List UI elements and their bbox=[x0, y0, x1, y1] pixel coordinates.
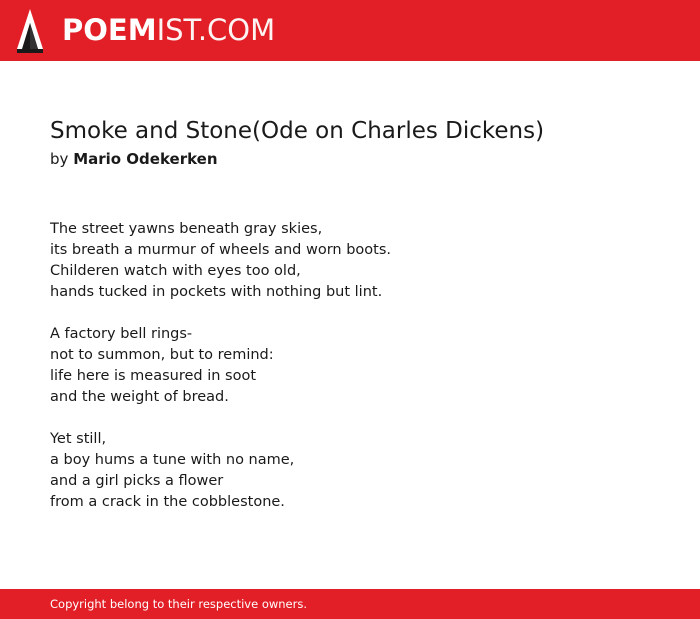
site-logo[interactable] bbox=[62, 13, 275, 47]
poem-line: from a crack in the cobblestone. bbox=[50, 494, 285, 510]
poem-author[interactable]: Mario Odekerken bbox=[73, 150, 218, 168]
site-header bbox=[0, 0, 700, 61]
pencil-logo-icon[interactable] bbox=[16, 9, 44, 53]
poem-line: not to summon, but to remind: bbox=[50, 347, 274, 363]
poem-line: The street yawns beneath gray skies, bbox=[50, 221, 323, 237]
site-footer bbox=[0, 589, 700, 619]
poem-line: life here is measured in soot bbox=[50, 368, 257, 384]
poem-line: and a girl picks a flower bbox=[50, 473, 224, 489]
poem-line: its breath a murmur of wheels and worn boots. bbox=[50, 242, 392, 258]
by-label: by bbox=[50, 150, 69, 168]
poem-line: a boy hums a tune with no name, bbox=[50, 452, 295, 468]
poem-line: hands tucked in pockets with nothing but lint. bbox=[50, 284, 383, 300]
poem-body bbox=[50, 219, 650, 534]
poem-stanza bbox=[50, 219, 650, 303]
poem-stanza bbox=[50, 429, 650, 513]
poem-byline bbox=[50, 149, 218, 169]
poem-line: Childeren watch with eyes too old, bbox=[50, 263, 301, 279]
poem-line: A factory bell rings- bbox=[50, 326, 193, 342]
logo-text-light: IST.COM bbox=[156, 13, 276, 47]
copyright-notice: Copyright belong to their respective owners. bbox=[50, 597, 308, 611]
poem-line: and the weight of bread. bbox=[50, 389, 229, 405]
poem-stanza bbox=[50, 324, 650, 408]
logo-text-bold: POEM bbox=[62, 13, 157, 47]
poem-line: Yet still, bbox=[50, 431, 107, 447]
poem-title: Smoke and Stone(Ode on Charles Dickens) bbox=[50, 118, 545, 144]
